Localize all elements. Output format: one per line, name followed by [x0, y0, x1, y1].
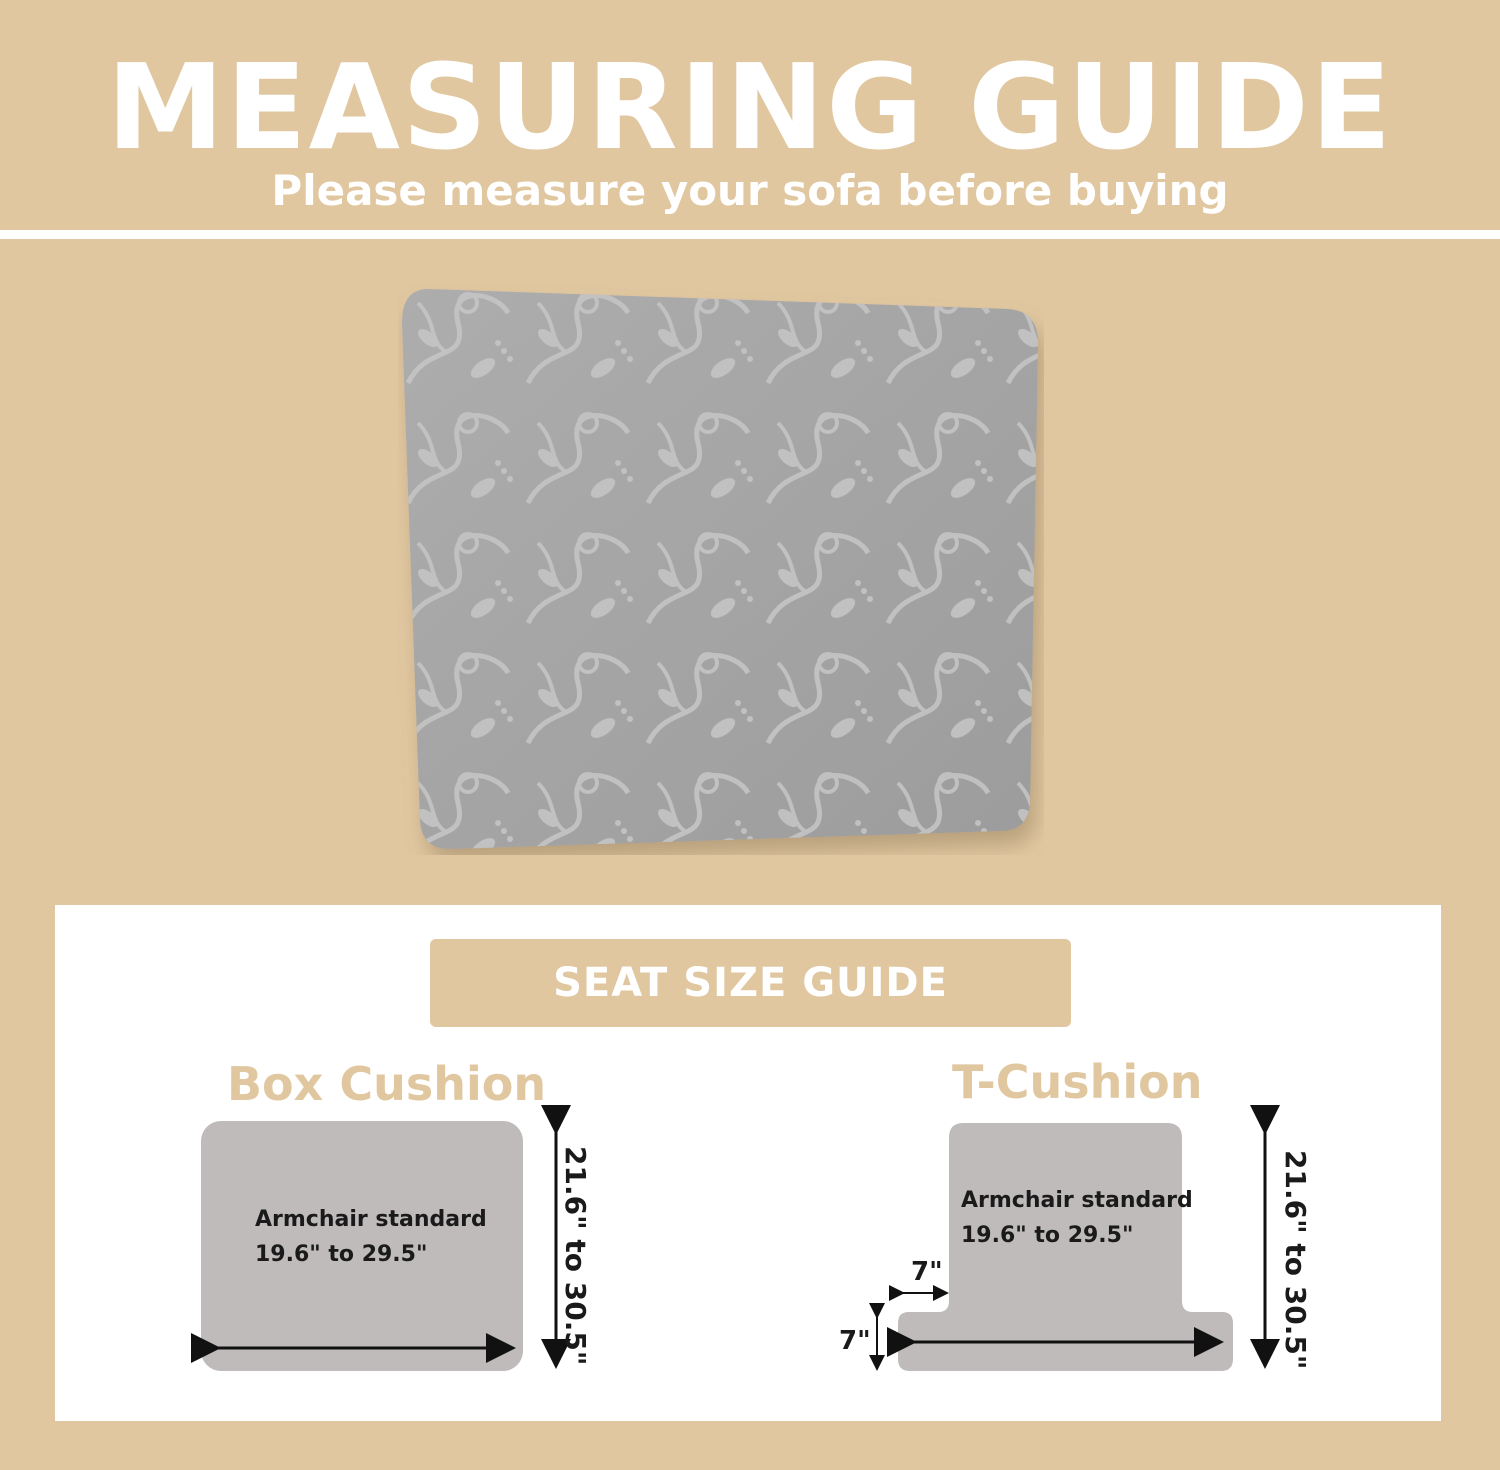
box-cushion-width-range: 19.6" to 29.5" [255, 1242, 428, 1268]
t-cushion-standard-label [961, 1183, 1193, 1253]
t-cushion-depth-label: 21.6" to 30.5" [1279, 1150, 1312, 1370]
header-divider [0, 230, 1500, 239]
cushion-cover-image [398, 283, 1044, 855]
box-cushion-depth-label: 21.6" to 30.5" [559, 1146, 592, 1366]
box-cushion-standard-text: Armchair standard [255, 1207, 487, 1232]
t-notch-width-label: 7" [911, 1257, 943, 1287]
seat-size-guide-banner: SEAT SIZE GUIDE [430, 939, 1071, 1027]
page-title: MEASURING GUIDE [106, 38, 1394, 176]
seat-size-panel [55, 905, 1441, 1421]
t-notch-height-label: 7" [839, 1326, 871, 1356]
t-cushion-title: T-Cushion [952, 1055, 1203, 1109]
box-cushion-standard-label [255, 1202, 487, 1272]
t-cushion-standard-text: Armchair standard [961, 1188, 1193, 1213]
box-cushion-title: Box Cushion [227, 1057, 547, 1111]
t-cushion-width-range: 19.6" to 29.5" [961, 1223, 1134, 1249]
cushion-diagrams [55, 905, 1441, 1421]
page-subtitle: Please measure your sofa before buying [271, 166, 1229, 215]
